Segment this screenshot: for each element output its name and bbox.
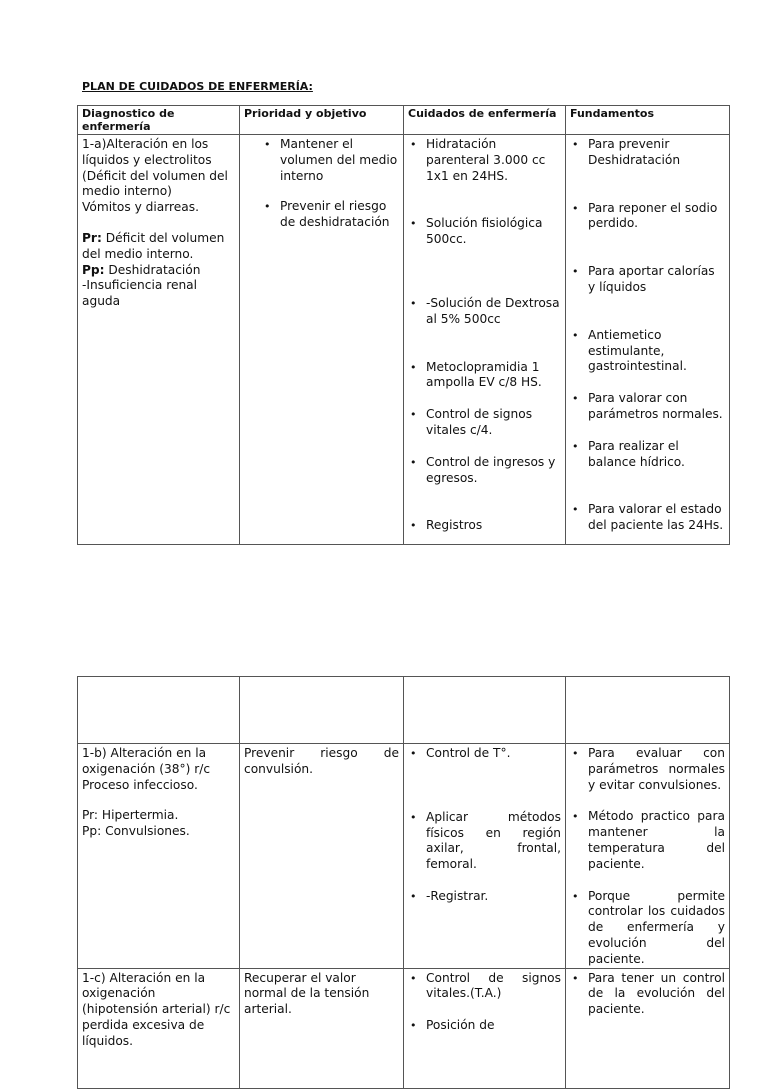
cuidados-cell (404, 135, 566, 545)
list-item: • Antiemetico estimulante, gastrointestinal. (570, 328, 725, 375)
list-item: • Aplicar métodos físicos en región axilar, frontal, femoral. (408, 810, 561, 873)
list-item: • Para evaluar con parámetros normales y evitar convulsiones. (570, 746, 725, 793)
diagnostico-cell (78, 968, 240, 1088)
list-item: • Para realizar el balance hídrico. (570, 439, 725, 471)
pp-text: Deshidratación (104, 262, 201, 277)
diag-text: 1-c) Alteración en la oxigenación (hipotensión arterial) r/c perdida excesiva de líquidos. (82, 970, 231, 1048)
list-item: • Porque permite controlar los cuidados de enfermería y evolución del paciente. (570, 889, 725, 968)
list-item: • Metoclopramidia 1 ampolla EV c/8 HS. (408, 360, 561, 392)
table-row (78, 744, 730, 969)
table-row (78, 135, 730, 545)
diag-pp (82, 263, 235, 279)
page-title: PLAN DE CUIDADOS DE ENFERMERÍA: (82, 80, 313, 93)
diag-pr: Pr: Hipertermia. (82, 808, 179, 823)
list-item: • Para valorar el estado del paciente las 24Hs. (570, 502, 725, 534)
header-cuidados: Cuidados de enfermería (404, 106, 566, 135)
table-row (78, 968, 730, 1088)
list-item: • -Solución de Dextrosa al 5% 500cc (408, 296, 561, 328)
objetivo-cell (240, 135, 404, 545)
cuidados-cell (404, 744, 566, 969)
care-plan-table (77, 105, 730, 545)
pr-text: Déficit del volumen del medio interno. (82, 230, 225, 261)
header-diagnostico: Diagnostico de enfermería (78, 106, 240, 135)
list-item: • Posición de (408, 1018, 561, 1034)
list-item: • Registros (408, 518, 561, 534)
pp-label: Pp: (82, 262, 105, 277)
list-item: • Para aportar calorías y líquidos (570, 264, 725, 296)
care-plan-table-continued (77, 676, 730, 1089)
pr-label: Pr: (82, 230, 102, 245)
list-item: • Para prevenir Deshidratación (570, 137, 725, 169)
list-item: • Control de ingresos y egresos. (408, 455, 561, 487)
fundamentos-cell (566, 968, 730, 1088)
header-row (78, 106, 730, 135)
diag-pr (82, 231, 235, 263)
diagnostico-cell (78, 135, 240, 545)
objetivo-text: Prevenir riesgo de convulsión. (244, 746, 399, 776)
diagnostico-cell (78, 744, 240, 969)
diag-text: 1-b) Alteración en la oxigenación (38°) r/c Proceso infeccioso. (82, 746, 211, 792)
list-item: • Para reponer el sodio perdido. (570, 201, 725, 233)
list-item: • Solución fisiológica 500cc. (408, 216, 561, 248)
fundamentos-cell (566, 744, 730, 969)
list-item: • Mantener el volumen del medio interno (262, 137, 399, 184)
list-item: • Control de signos vitales c/4. (408, 407, 561, 439)
diag-text: -Insuficiencia renal aguda (82, 278, 198, 309)
cuidados-cell (404, 968, 566, 1088)
objetivo-cell (240, 968, 404, 1088)
list-item: • Para tener un control de la evolución del paciente. (570, 971, 725, 1018)
list-item: • Método practico para mantener la temperatura del paciente. (570, 809, 725, 872)
list-item: • Prevenir el riesgo de deshidratación (262, 199, 399, 231)
objetivo-text: Recuperar el valor normal de la tensión arterial. (244, 970, 370, 1017)
diag-text: Vómitos y diarreas. (82, 200, 199, 215)
list-item: • Para valorar con parámetros normales. (570, 391, 725, 423)
diag-pp: Pp: Convulsiones. (82, 824, 190, 839)
header-prioridad: Prioridad y objetivo (240, 106, 404, 135)
list-item: • -Registrar. (408, 889, 561, 905)
empty-row (78, 677, 730, 744)
list-item: • Control de signos vitales.(T.A.) (408, 971, 561, 1003)
objetivo-cell (240, 744, 404, 969)
diag-text: 1-a)Alteración en los líquidos y electrolitos (Déficit del volumen del medio interno) (82, 137, 228, 199)
fundamentos-cell (566, 135, 730, 545)
header-fundamentos: Fundamentos (566, 106, 730, 135)
list-item: • Hidratación parenteral 3.000 cc 1x1 en 24HS. (408, 137, 561, 184)
list-item: • Control de T°. (408, 746, 561, 762)
